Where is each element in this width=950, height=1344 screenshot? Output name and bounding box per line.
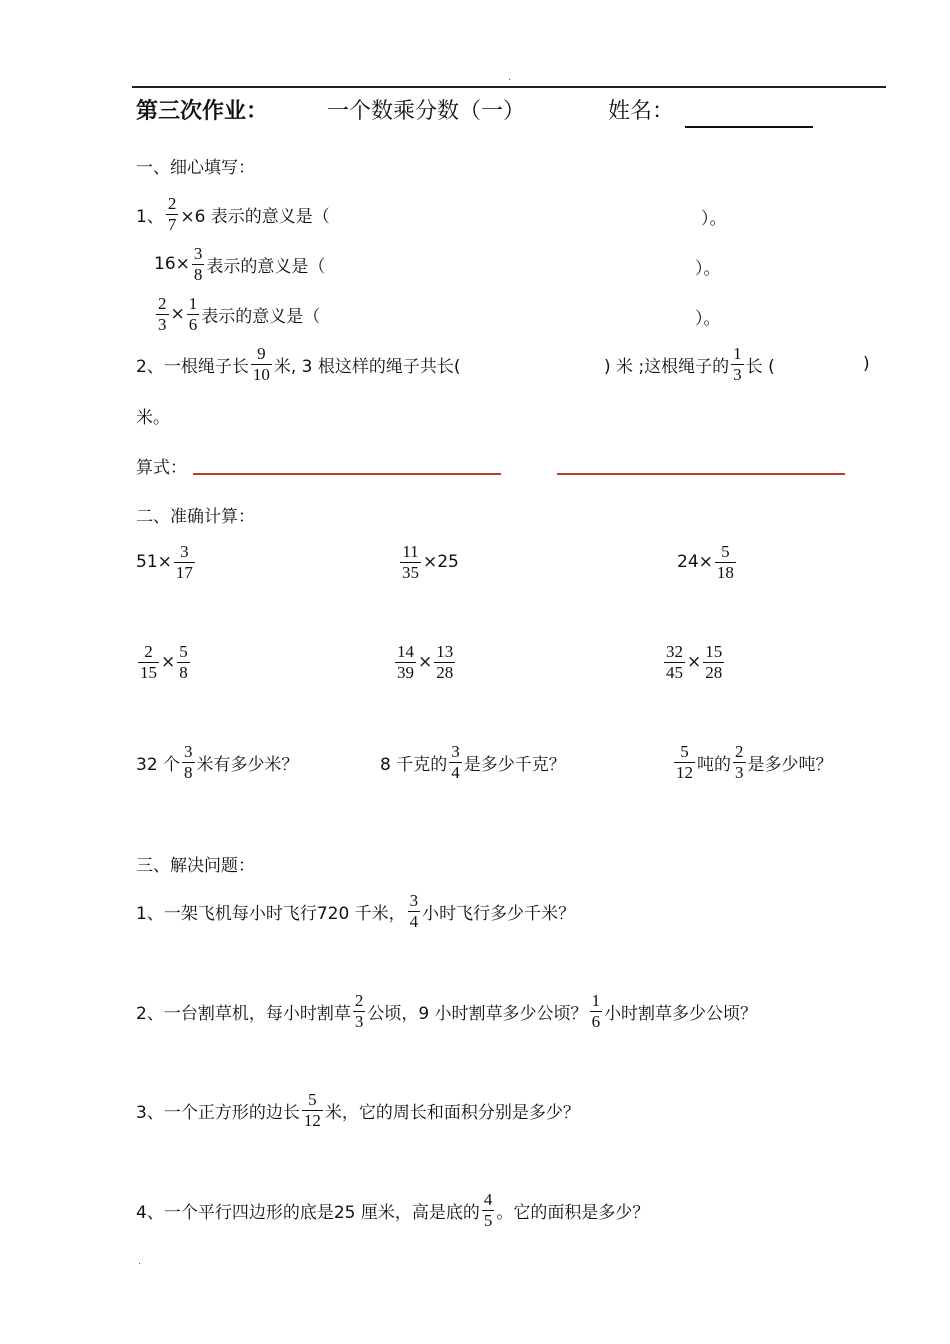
q2-text: 2、一根绳子长: [136, 356, 249, 377]
problem-text: 。它的面积是多少？: [496, 1202, 650, 1223]
fraction: $\frac{14}{39}$: [397, 641, 414, 682]
q1c-line: [154, 292, 320, 336]
fraction: $\frac{2}{15}$: [140, 641, 157, 682]
problem-text: 1、一架飞机每小时飞行720 千米，: [136, 903, 406, 924]
q1b-close: ）。: [695, 259, 721, 279]
fraction: $\frac{1}{6}$: [591, 990, 601, 1031]
q2-line-a: [136, 342, 461, 386]
times-sign: ×: [170, 304, 185, 324]
problem-text: 4、一个平行四边形的底是25 厘米，高是底的: [136, 1202, 480, 1223]
q2-text: 长 (: [745, 356, 775, 377]
q1b-line: [154, 242, 325, 286]
section2-heading: 二、准确计算：: [136, 507, 255, 527]
fraction: $\frac{5}{12}$: [676, 741, 693, 782]
bottom-dot: .: [138, 1256, 142, 1267]
q1c-text: 表示的意义是（: [201, 306, 321, 327]
calc-text: 吨的: [697, 754, 731, 775]
fraction: $\frac{3}{8}$: [184, 741, 193, 782]
problem-3: [136, 1088, 580, 1132]
fraction: $\frac{1}{3}$: [733, 343, 742, 384]
fraction: $\frac{5}{8}$: [179, 641, 188, 682]
q1b-text: 表示的意义是（: [206, 256, 326, 277]
fraction: $\frac{3}{4}$: [451, 741, 460, 782]
calc-item: [380, 740, 566, 784]
fraction: $\frac{32}{45}$: [666, 641, 683, 682]
header-rule: [132, 86, 886, 88]
problem-text: 公顷，9 小时割草多少公顷？: [367, 1003, 588, 1024]
name-label: 姓名：: [608, 99, 675, 124]
formula-label: 算式：: [136, 458, 187, 478]
q1a-close: ）。: [701, 209, 727, 229]
calc-text: 32 个: [136, 754, 181, 775]
problem-1: [136, 889, 575, 933]
calc-text: 是多少吨？: [747, 754, 833, 775]
calc-item: [136, 640, 192, 684]
fraction: $\frac{3}{17}$: [175, 541, 193, 582]
page-title: 第三次作业：: [136, 99, 269, 124]
fraction: $\frac{3}{4}$: [409, 890, 419, 931]
problem-text: 2、一台割草机，每小时割草: [136, 1003, 351, 1024]
calc-text: 24×: [677, 552, 713, 572]
fraction: $\frac{15}{28}$: [705, 641, 723, 682]
calc-text: 米有多少米？: [196, 754, 299, 775]
fraction: $\frac{5}{18}$: [716, 541, 734, 582]
q1-number: 1、: [136, 206, 164, 227]
calc-item: [398, 540, 459, 584]
calc-text: 51×: [136, 552, 172, 572]
fraction: $\frac{2}{3}$: [158, 293, 167, 334]
times-sign: ×: [418, 652, 433, 672]
calc-item: [672, 740, 833, 784]
fraction: $\frac{2}{3}$: [735, 741, 744, 782]
q2-line-b: [604, 342, 775, 386]
q1c-close: ）。: [695, 309, 721, 329]
q2-text: ) 米 ;这根绳子的: [604, 356, 730, 377]
section3-heading: 三、解决问题：: [136, 856, 255, 876]
fraction: $\frac{1}{6}$: [188, 293, 198, 334]
problem-text: 小时割草多少公顷？: [604, 1003, 758, 1024]
fraction: $\frac{3}{8}$: [193, 243, 203, 284]
problem-2: [136, 989, 757, 1033]
fraction: $\frac{4}{5}$: [483, 1189, 493, 1230]
calc-item: [136, 540, 197, 584]
top-dot: .: [508, 72, 512, 83]
calc-text: 是多少千克？: [463, 754, 566, 775]
formula-answer-line-2[interactable]: [557, 473, 845, 475]
formula-answer-line-1[interactable]: [193, 473, 501, 475]
calc-item: [393, 640, 457, 684]
problem-text: 3、一个正方形的边长: [136, 1102, 300, 1123]
calc-text: 8 千克的: [380, 754, 448, 775]
fraction: $\frac{13}{28}$: [436, 641, 454, 682]
q1b-prefix: 16×: [154, 254, 190, 274]
q1a-text: ×6 表示的意义是（: [180, 206, 330, 227]
q2-text: 米, 3 根这样的绳子共长(: [273, 356, 461, 377]
fraction: $\frac{5}{12}$: [303, 1089, 321, 1130]
calc-item: [136, 740, 299, 784]
fraction: $\frac{2}{7}$: [167, 193, 177, 234]
q2-close: ): [863, 354, 870, 374]
q2-unit: 米。: [136, 408, 170, 428]
fraction: $\frac{11}{35}$: [402, 541, 419, 582]
calc-item: [662, 640, 726, 684]
topic-title: 一个数乘分数（一）: [327, 99, 526, 124]
q1a-line: [136, 192, 330, 236]
problem-4: [136, 1188, 649, 1232]
name-field[interactable]: [685, 126, 813, 128]
calc-text: ×25: [423, 552, 459, 572]
fraction: $\frac{9}{10}$: [252, 343, 270, 384]
problem-text: 米，它的周长和面积分别是多少？: [324, 1102, 580, 1123]
fraction: $\frac{2}{3}$: [354, 990, 364, 1031]
times-sign: ×: [161, 652, 176, 672]
times-sign: ×: [687, 652, 702, 672]
problem-text: 小时飞行多少千米？: [422, 903, 576, 924]
calc-item: [677, 540, 738, 584]
section1-heading: 一、细心填写：: [136, 158, 255, 178]
